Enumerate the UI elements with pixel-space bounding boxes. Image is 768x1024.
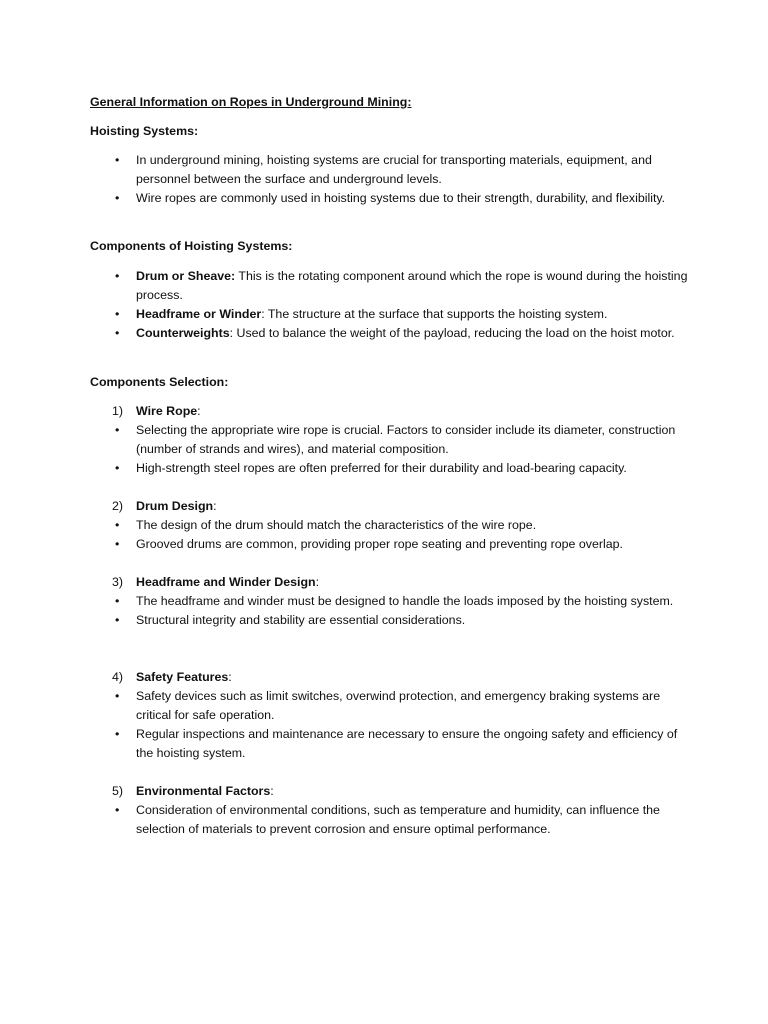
section-heading [90,782,690,801]
section-number: 1) [112,404,124,418]
list-item-text: Consideration of environmental conditions, such as temperature and humidity, can influence the selection of materials to prevent corrosion and ensure optimal performance. [136,803,660,836]
list-item [90,516,690,535]
section-number: 4) [112,670,124,684]
list-item-term: Drum or Sheave: [136,269,236,283]
list-item [90,267,690,305]
bullet-icon: • [115,269,120,283]
bullet-icon: • [115,518,120,532]
bullet-icon: • [115,461,120,475]
page-title: General Information on Ropes in Underground Mining: [90,95,412,109]
section-number: 2) [112,499,124,513]
bullet-icon: • [115,594,120,608]
section-term: Headframe and Winder Design [136,575,316,589]
section-term: Drum Design [136,499,214,513]
section-term: Environmental Factors [136,784,271,798]
bullet-icon: • [115,153,120,167]
list-item-text: Selecting the appropriate wire rope is crucial. Factors to consider include its diameter, construction (number of strands and wires), and material composition. [136,423,676,456]
list-item [90,592,690,611]
selection-section-drum-design [90,497,690,554]
list-item-text: The headframe and winder must be designed to handle the loads imposed by the hoisting system. [136,594,674,608]
bullet-icon: • [115,613,120,627]
list-item [90,151,690,189]
section-colon: : [228,670,232,684]
section-number: 3) [112,575,124,589]
hoisting-heading: Hoisting Systems: [90,124,199,138]
list-item-text: Wire ropes are commonly used in hoisting systems due to their strength, durability, and flexibility. [136,191,666,205]
selection-heading: Components Selection: [90,375,229,389]
section-term: Safety Features [136,670,229,684]
list-item [90,189,690,208]
components-heading: Components of Hoisting Systems: [90,239,293,253]
section-heading [90,497,690,516]
list-item-text: : Used to balance the weight of the payload, reducing the load on the hoist motor. [229,326,675,340]
bullet-icon: • [115,326,120,340]
list-item-text: Regular inspections and maintenance are necessary to ensure the ongoing safety and efficiency of the hoisting system. [136,727,678,760]
list-item-text: Safety devices such as limit switches, overwind protection, and emergency braking systems are critical for safe operation. [136,689,661,722]
bullet-icon: • [115,307,120,321]
list-item-text: High-strength steel ropes are often preferred for their durability and load-bearing capacity. [136,461,627,475]
section-number: 5) [112,784,124,798]
list-item [90,305,690,324]
list-item [90,725,690,763]
bullet-icon: • [115,727,120,741]
section-heading [90,573,690,592]
list-item [90,611,690,630]
list-item-term: Counterweights [136,326,230,340]
bullet-icon: • [115,537,120,551]
list-item [90,421,690,459]
section-heading [90,402,690,421]
list-item-text: Grooved drums are common, providing proper rope seating and preventing rope overlap. [136,537,623,551]
bullet-icon: • [115,423,120,437]
section-heading [90,668,690,687]
selection-section-headframe-winder [90,573,690,630]
selection-section-wire-rope [90,402,690,478]
list-item [90,535,690,554]
selection-section-environmental-factors [90,782,690,839]
list-item [90,801,690,839]
list-item-text: This is the rotating component around which the rope is wound during the hoisting process. [136,269,688,302]
list-item [90,459,690,478]
bullet-icon: • [115,191,120,205]
hoisting-list [90,151,690,208]
selection-section-safety-features [90,668,690,763]
section-colon: : [213,499,217,513]
section-colon: : [315,575,320,589]
bullet-icon: • [115,803,120,817]
section-term: Wire Rope [136,404,198,418]
list-item [90,687,690,725]
list-item-text: In underground mining, hoisting systems are crucial for transporting materials, equipment, and personnel between the surface and underground levels. [136,153,652,186]
list-item-text: The design of the drum should match the characteristics of the wire rope. [136,518,537,532]
bullet-icon: • [115,689,120,703]
components-list [90,267,690,343]
section-colon: : [270,784,274,798]
list-item-text: Structural integrity and stability are essential considerations. [136,613,466,627]
list-item-term: Headframe or Winder [136,307,262,321]
list-item-text: : The structure at the surface that supports the hoisting system. [261,307,608,321]
list-item [90,324,690,343]
section-colon: : [197,404,201,418]
